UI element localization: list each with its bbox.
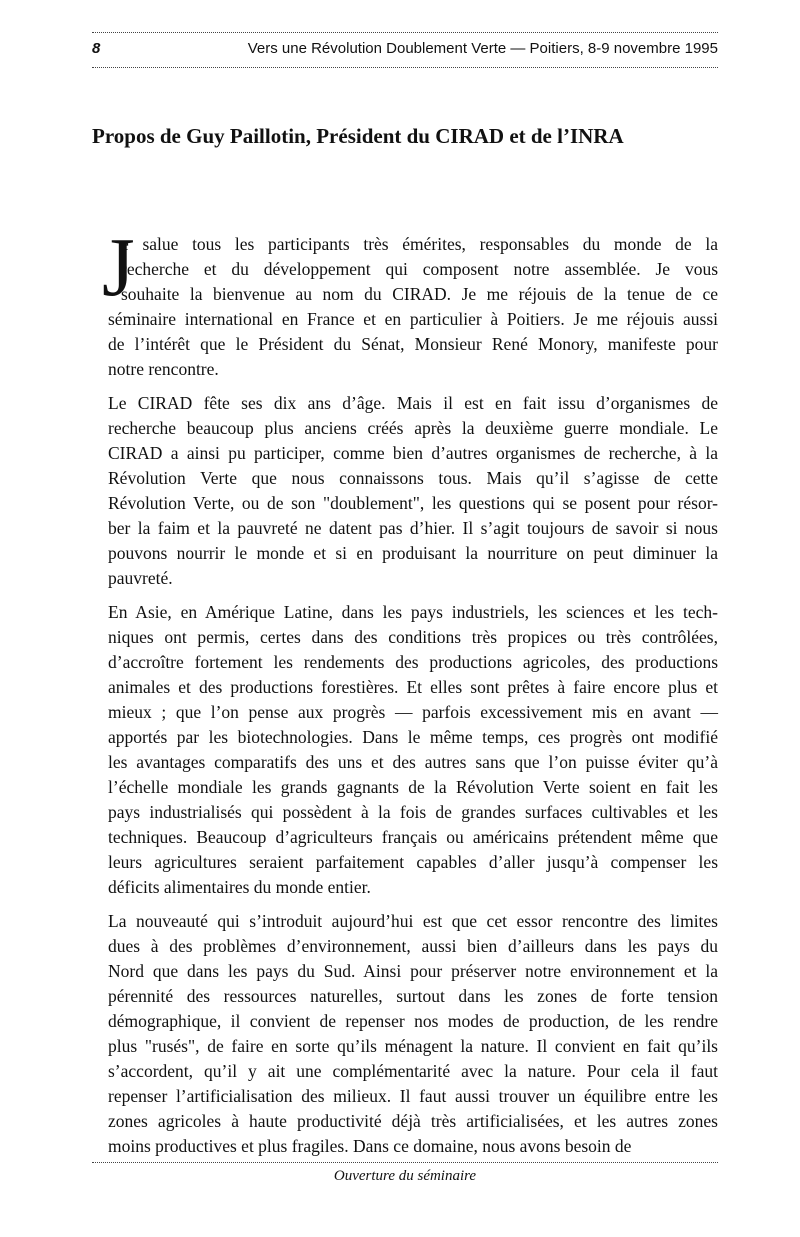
text-line: ber la faim et la pauvreté ne datent pas d’hier. Il s’agit toujours de savoir si nous [108, 518, 718, 538]
paragraph [102, 221, 718, 382]
text-line: démographique, il convient de repenser nos modes de production, de les rendre [108, 1011, 718, 1031]
text-line: e salue tous les participants très émérites, responsables du monde de la [121, 234, 718, 254]
text-line: niques ont permis, certes dans des conditions très propices ou très contrôlées, [108, 627, 718, 647]
text-line: moins productives et plus fragiles. Dans ce domaine, nous avons besoin de [108, 1136, 632, 1156]
text-line: Le CIRAD fête ses dix ans d’âge. Mais il est en fait issu d’organismes de [108, 393, 718, 413]
running-title: Vers une Révolution Doublement Verte — Poitiers, 8-9 novembre 1995 [247, 40, 718, 57]
paragraph [108, 909, 718, 1159]
text-line: pauvreté. [108, 568, 173, 588]
header-bottom-rule [92, 67, 718, 68]
running-header [92, 38, 718, 62]
text-line: zones agricoles à haute productivité déjà très artificialisées, et les autres zones [108, 1111, 718, 1131]
text-line: CIRAD a ainsi pu participer, comme bien d’autres organismes de recherche, à la [108, 443, 718, 463]
text-line: dues à des problèmes d’environnement, aussi bien d’ailleurs dans les pays du [108, 936, 718, 956]
page-number: 8 [92, 40, 101, 57]
text-line: recherche beaucoup plus anciens créés après la deuxième guerre mondiale. Le [108, 418, 718, 438]
footer-section-title: Ouverture du séminaire [333, 1168, 477, 1184]
text-line: Révolution Verte que nous connaissons tous. Mais qu’il s’agisse de cette [108, 468, 718, 488]
text-line: Révolution Verte, ou de son "doublement", les questions qui se posent pour résor- [108, 493, 718, 513]
text-line: repenser l’artificialisation des milieux. Il faut aussi trouver un équilibre entre les [108, 1086, 718, 1106]
text-line: En Asie, en Amérique Latine, dans les pays industriels, les sciences et les tech- [108, 602, 718, 622]
text-line: d’accroître fortement les rendements des productions agricoles, des productions [108, 652, 718, 672]
text-line: apportés par les biotechnologies. Dans le même temps, ces progrès ont modifié [108, 727, 718, 747]
text-line: La nouveauté qui s’introduit aujourd’hui est que cet essor rencontre des limites [108, 911, 718, 931]
text-line: Nord que dans les pays du Sud. Ainsi pour préserver notre environnement et la [108, 961, 718, 981]
text-line: les avantages comparatifs des uns et des autres sans que l’on puisse éviter qu’à [108, 752, 718, 772]
text-line: déficits alimentaires du monde entier. [108, 877, 371, 897]
text-line: leurs agricultures seraient parfaitement capables d’aller jusqu’à compenser les [108, 852, 718, 872]
paragraph [108, 391, 718, 591]
article-body [102, 221, 718, 1168]
text-line: de l’intérêt que le Président du Sénat, Monsieur René Monory, manifeste pour [108, 334, 718, 354]
text-line: techniques. Beaucoup d’agriculteurs français ou américains prétendent même que [108, 827, 718, 847]
text-line: notre rencontre. [108, 359, 219, 379]
text-line: plus "rusés", de faire en sorte qu’ils ménagent la nature. Il convient en fait qu’ils [108, 1036, 718, 1056]
text-line: recherche et du développement qui composent notre assemblée. Je vous [121, 259, 718, 279]
text-line: séminaire international en France et en particulier à Poitiers. Je me réjouis aussi [108, 309, 718, 329]
drop-cap: J [102, 221, 135, 314]
text-line: animales et des productions forestières. Et elles sont prêtes à faire encore plus et [108, 677, 718, 697]
article-title: Propos de Guy Paillotin, Président du CIRAD et de l’INRA [92, 124, 624, 148]
text-line: souhaite la bienvenue au nom du CIRAD. Je me réjouis de la tenue de ce [121, 284, 718, 304]
text-line: s’accordent, qu’il y ait une complémentarité avec la nature. Pour cela il faut [108, 1061, 718, 1081]
header-top-rule [92, 32, 718, 33]
text-line: pays industrialisés qui possèdent à la fois de grandes surfaces cultivables et les [108, 802, 718, 822]
footer-rule [92, 1162, 718, 1163]
text-line: pouvons nourrir le monde et si en produisant la nourriture on peut diminuer la [108, 543, 718, 563]
text-line: l’échelle mondiale les grands gagnants de la Révolution Verte soient en fait les [108, 777, 718, 797]
text-line: pérennité des ressources naturelles, surtout dans les zones de forte tension [108, 986, 718, 1006]
text-line: mieux ; que l’on pense aux progrès — parfois excessivement mis en avant — [108, 702, 718, 722]
paragraph [108, 600, 718, 900]
